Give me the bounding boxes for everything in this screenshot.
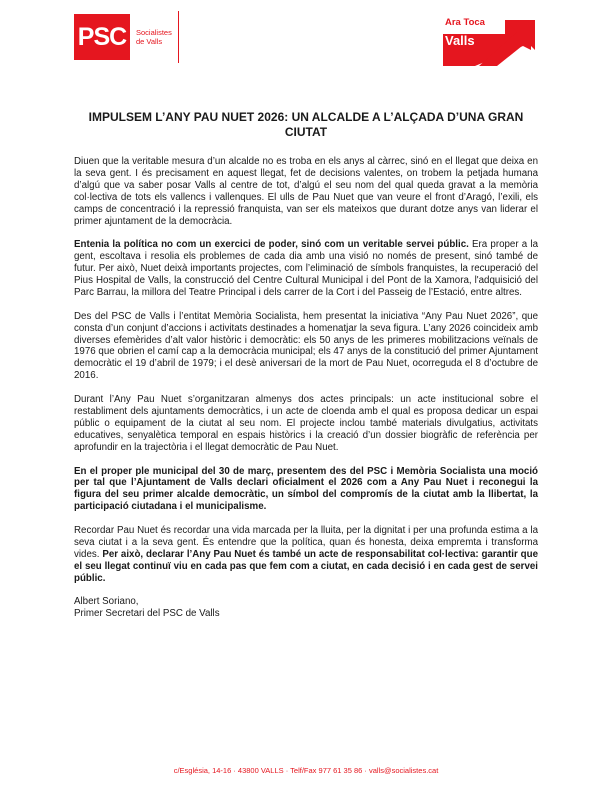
campaign-line2: Valls [445, 33, 475, 48]
paragraph-2-bold: Entenia la política no com un exercici de poder, sinó com un veritable servei públic. [74, 239, 469, 251]
paragraph-5 [74, 466, 538, 514]
psc-logo-mark: PSC [74, 14, 130, 60]
psc-logo-line2: de Valls [136, 37, 163, 46]
campaign-line1: Ara Toca [445, 17, 485, 28]
signature [74, 596, 538, 620]
paragraph-4: Durant l’Any Pau Nuet s’organitzaran almenys dos actes principals: un acte institucional sobre el restabliment dels ajuntaments democràtics, i un acte de cloenda amb el qual es proposa dedicar un espai públic o equipament de la ciutat al seu nom. El projecte inclou també materials divulgatius, activitats educatives, senyalètica temporal en espais històrics i la creació d’un dossier biogràfic de referència per aprofundir en la trajectòria i el llegat democràtic de Pau Nuet. [74, 394, 538, 453]
page-title: IMPULSEM L’ANY PAU NUET 2026: UN ALCALDE A L’ALÇADA D’UNA GRAN CIUTAT [88, 110, 524, 139]
campaign-text [445, 18, 485, 28]
footer-contact: c/Església, 14-16 · 43800 VALLS · Telf/Fax 977 61 35 86 · valls@socialistes.cat [173, 766, 439, 775]
paragraph-2-text: Era proper a la gent, escoltava i resolia els problemes de cada dia amb una visió no només de present, sinó també de futur. Per això, Nuet deixà importants projectes, com l’eliminació de símbols franquistes, la recuperació del Pius Hospital de Valls, la construcció del Centre Cultural Municipal i del Pont de la Xamora, l'adquisició del Parc Barrau, la millora del Teatre Principal i dels carrer de la Cort i del Passeig de l’Estació, entre altres. [74, 239, 538, 298]
psc-logo-block [74, 14, 172, 60]
paragraph-2 [74, 239, 538, 299]
signature-name: Albert Soriano, [74, 596, 139, 608]
paragraph-5-bold: En el proper ple municipal del 30 de març, presentem des del PSC i Memòria Socialista una moció per tal que l’Ajuntament de Valls declari oficialment el 2026 com a Any Pau Nuet i reconegui la figura del seu primer alcalde democràtic, un símbol del compromís de la ciutat amb la llibertat, la participació ciutadana i el municipalisme. [74, 465, 538, 513]
psc-logo-line1: Socialistes [136, 28, 172, 37]
paragraph-6 [74, 525, 538, 585]
paragraph-6-bold: Per això, declarar l’Any Pau Nuet és també un acte de responsabilitat col·lectiva: garantir que el seu llegat continuï viu en cada pas que fem com a ciutat, en cada decisió i en cada gest de servei públic. [74, 548, 538, 584]
campaign-logo [439, 8, 539, 66]
psc-logo-text [136, 28, 172, 46]
paragraph-6-text: Recordar Pau Nuet és recordar una vida marcada per la lluita, per la dignitat i per una profunda estima a la seva ciutat i a la seva gent. És entendre que la política, quan és honesta, deixa empremta i transforma vides. [74, 525, 538, 560]
letter-body [74, 156, 538, 620]
header-divider [178, 11, 179, 63]
paragraph-1: Diuen que la veritable mesura d’un alcalde no es troba en els anys al càrrec, sinó en el llegat que deixa en la seva gent. I és precisament en aquest llegat, fet de decisions valentes, on trobem la petjada humana d’algú que va saber posar Valls al centre de tot, d’algú el seu nom del qual queda gravat a la memòria col·lectiva de tots els vallencs i vallenques. El ulls de Pau Nuet que van veure el front d’Aragó, l’exili, els camps de concentració i la repressió franquista, van ser els mateixos que durant dotze anys van liderar el primer ajuntament de la democràcia. [74, 156, 538, 227]
signature-role: Primer Secretari del PSC de Valls [74, 608, 220, 620]
paragraph-3: Des del PSC de Valls i l’entitat Memòria Socialista, hem presentat la iniciativa “Any Pau Nuet 2026”, que consta d’un conjunt d’accions i activitats destinades a homenatjar la seva figura. L’any 2026 coincideix amb diverses efemèrides d’alt valor històric i democràtic: els 50 anys de les primeres mobilitzacions veïnals de 1976 que obrien el camí cap a la democràcia municipal; els 47 anys de la constitució del primer Ajuntament democràtic el 19 d’abril de 1979; i el desè aniversari de la mort de Pau Nuet, ocorreguda el 8 d’octubre de 2016. [74, 310, 538, 382]
